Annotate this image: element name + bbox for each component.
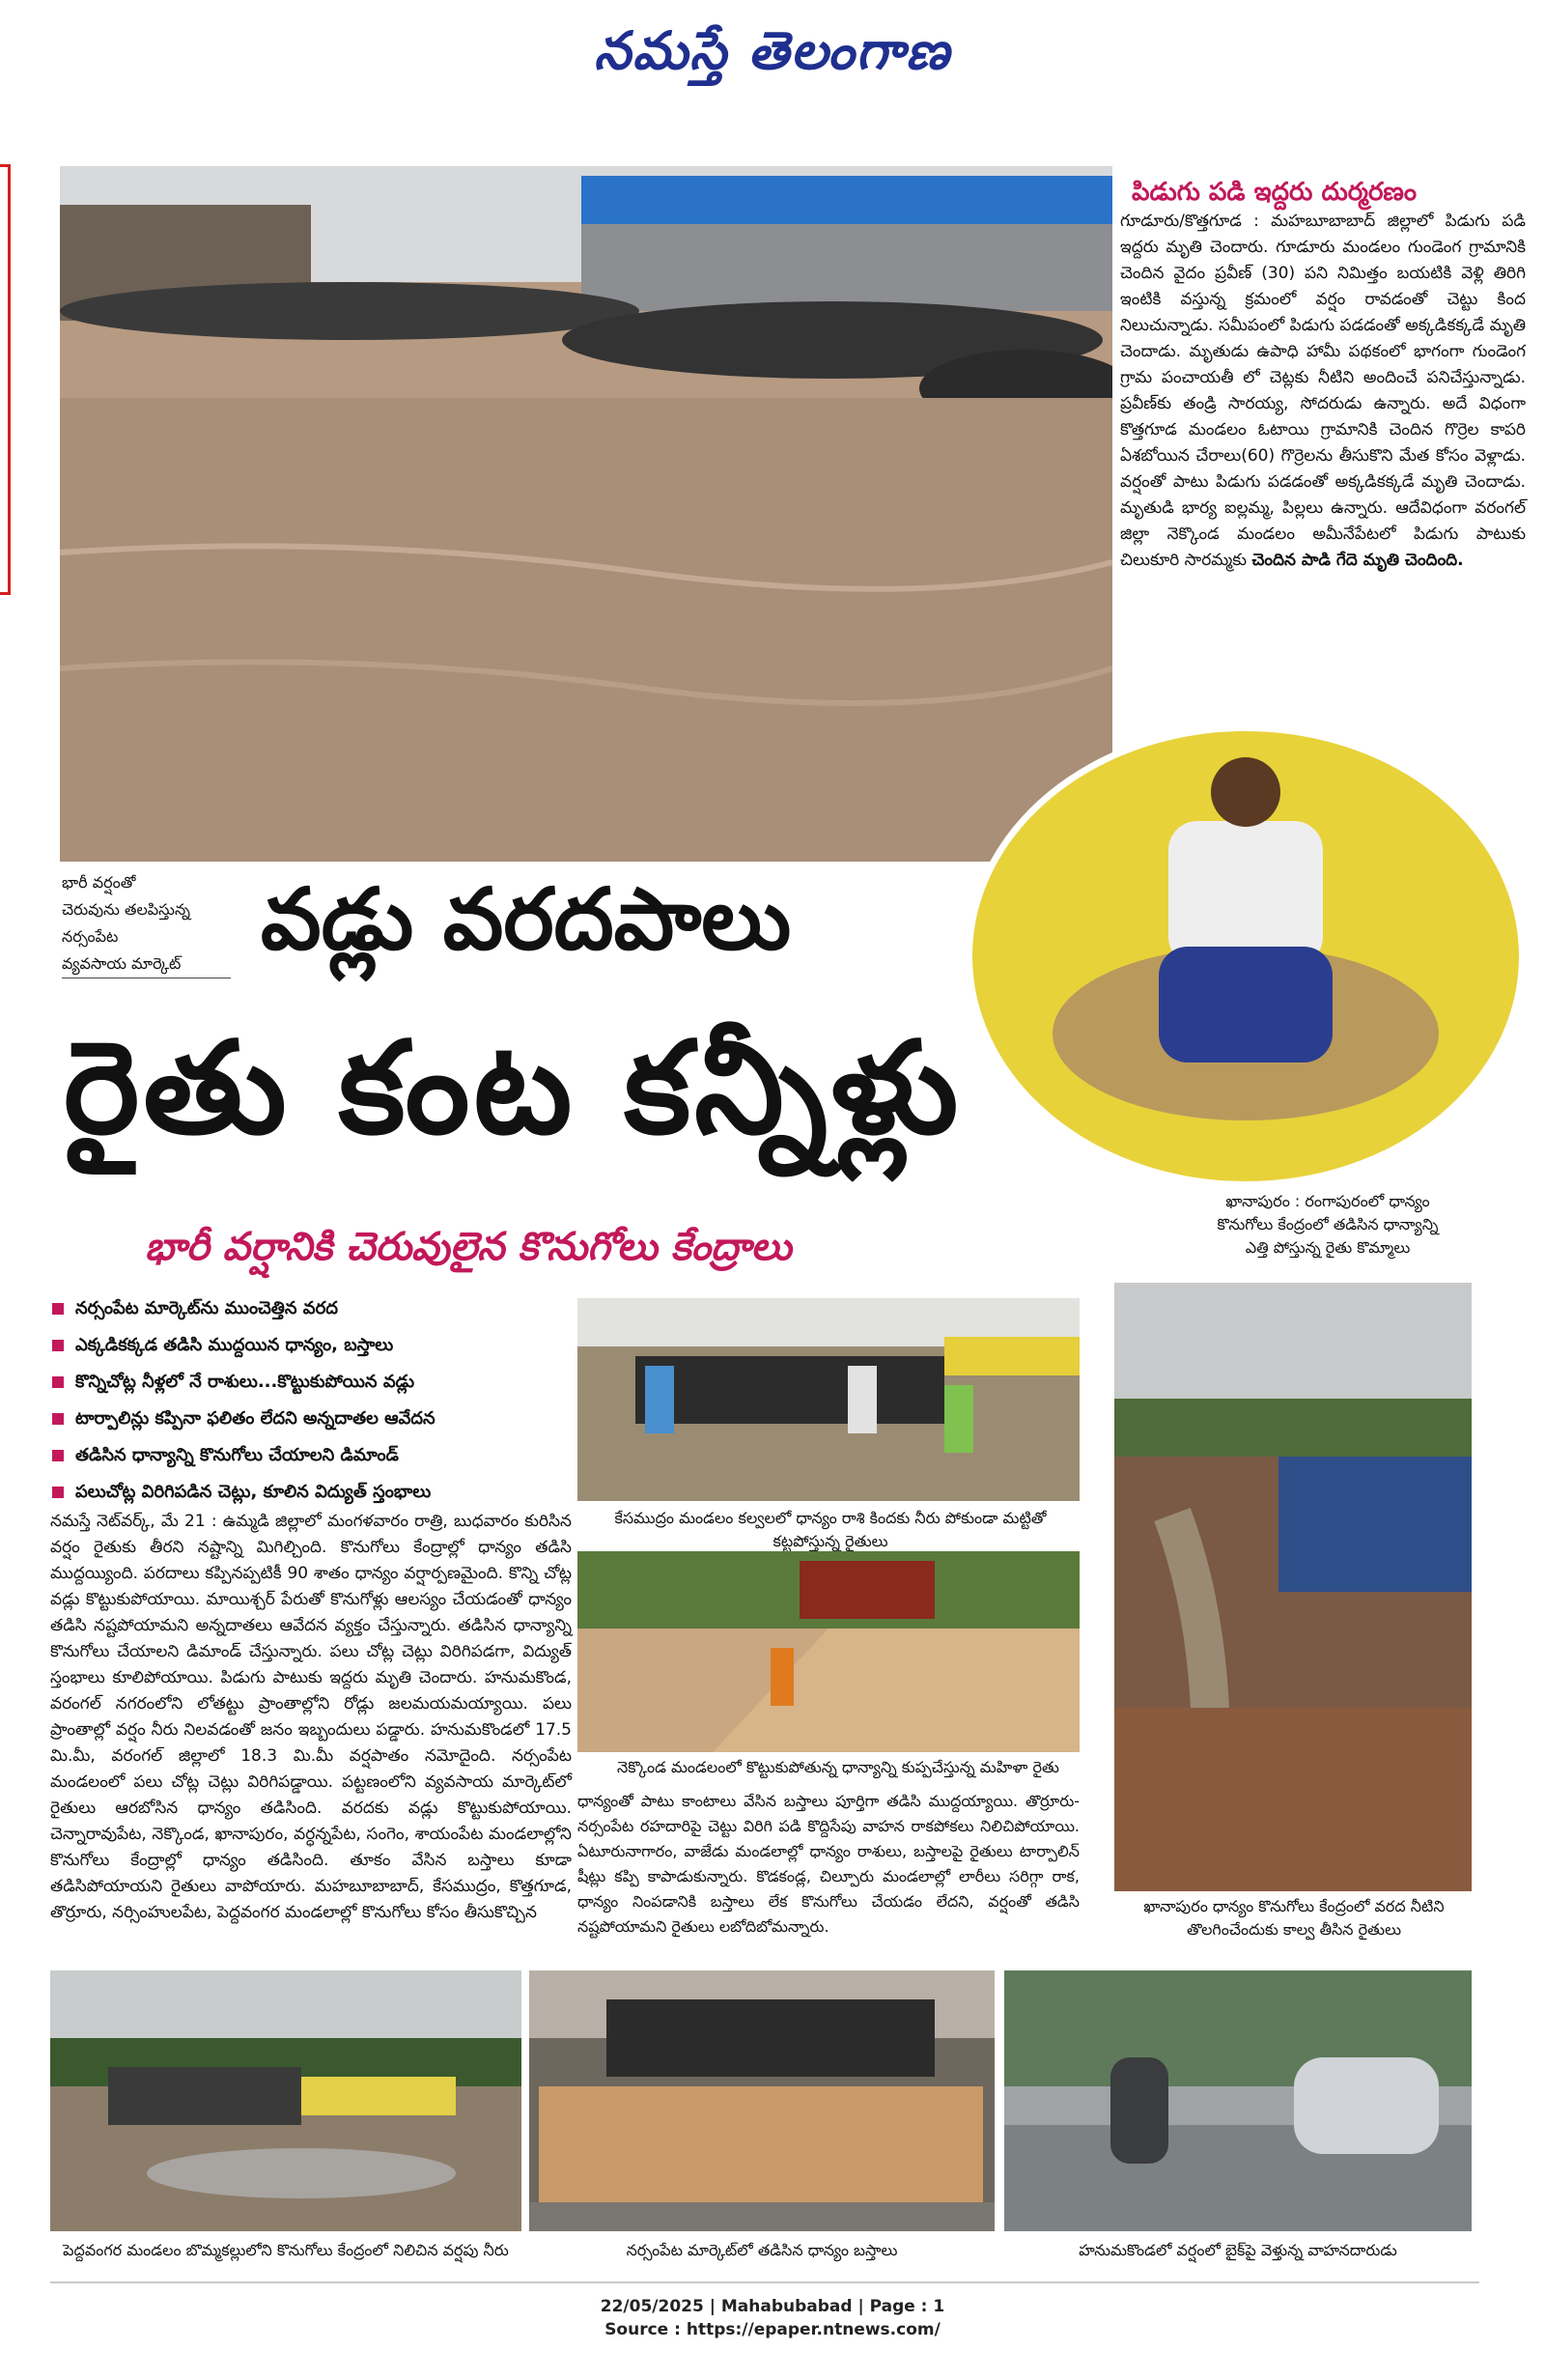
footer-divider bbox=[50, 2281, 1479, 2283]
masthead: నమస్తే తెలంగాణ bbox=[594, 19, 951, 81]
side-story-text: గూడూరు/కొత్తగూడ : మహబూబాబాద్ జిల్లాలో పిడుగు పడి ఇద్దరు మృతి చెందారు. గూడూరు మండలం గుండెంగ గ్రామానికి చెందిన వైదం ప్రవీణ్ (30) పని నిమిత్తం బయటికి వెళ్లి తిరిగి ఇంటికి వస్తున్న క్రమంలో వర్షం రావడంతో చెట్టు కింద నిలుచున్నాడు. సమీపంలో పిడుగు పడడంతో అక్కడికక్కడే మృతి చెందాడు. మృతుడు ఉపాధి హామీ పథకంలో భాగంగా గుండెంగ గ్రామ పంచాయతీ లో చెట్లకు నీటిని అందించే పనిచేస్తున్నాడు. ప్రవీణ్‌కు తండ్రి సారయ్య, సోదరుడు ఉన్నారు. అదే విధంగా కొత్తగూడ మండలం ఓటాయి గ్రామానికి చెందిన గొర్రెల కాపరి ఏశబోయిన చేరాలు(60) గొర్రెలను తీసుకొని మేత కోసం వెళ్లాడు. వర్షంతో పాటు పిడుగు పడడంతో అక్కడికక్కడే మృతి చెందాడు. మృతుడి భార్య ఐల్లమ్మ, పిల్లలు ఉన్నారు. ఆదేవిధంగా వరంగల్ జిల్లా నెక్కొండ మండలం అమీనేపేటలో పిడుగు పాటుకు చిలుకూరి సారమ్మకు bbox=[1120, 212, 1526, 570]
footer-edition-info: 22/05/2025 | Mahabubabad | Page : 1 bbox=[600, 2297, 945, 2316]
farmer-photo-caption bbox=[1139, 1190, 1516, 1260]
khanapuram-caption: ఖానాపురం ధాన్యం కొనుగోలు కేంద్రంలో వరద నీటిని తొలగించేందుకు కాల్వ తీసిన రైతులు bbox=[1143, 1897, 1445, 1939]
hanumakonda-photo bbox=[1004, 1970, 1472, 2231]
subheadline: భారీ వర్షానికి చెరువులైన కొనుగోలు కేంద్రాలు bbox=[145, 1225, 792, 1269]
caption-line: భారీ వర్షంతో bbox=[62, 873, 136, 892]
caption-line: కొనుగోలు కేంద్రంలో తడిసిన ధాన్యాన్ని bbox=[1217, 1215, 1439, 1233]
highlight-item: తడిసిన ధాన్యాన్ని కొనుగోలు చేయాలని డిమాండ్ bbox=[48, 1437, 570, 1474]
kesamudram-caption: కేసముద్రం మండలం కల్వలలో ధాన్యం రాశి కిందకు నీరు పోకుండా మట్టితో కట్టపోస్తున్న రైతులు bbox=[614, 1509, 1047, 1550]
caption-line: చెరువును తలపిస్తున్న bbox=[62, 900, 190, 919]
hanumakonda-caption: హనుమకొండలో వర్షంలో బైక్‌పై వెళ్తున్న వాహనదారుడు bbox=[1079, 2241, 1397, 2259]
caption-line: ఖానాపురం : రంగాపురంలో ధాన్యం bbox=[1225, 1192, 1430, 1210]
highlight-item: పలుచోట్ల విరిగిపడిన చెట్లు, కూలిన విద్యుత్ స్తంభాలు bbox=[48, 1474, 570, 1511]
nekkonda-caption: నెక్కొండ మండలంలో కొట్టుకుపోతున్న ధాన్యాన్ని కుప్పచేస్తున్న మహిళా రైతు bbox=[617, 1758, 1059, 1776]
headline-main: రైతు కంట కన్నీళ్లు bbox=[64, 1014, 963, 1163]
highlight-item: ఎక్కడికక్కడ తడిసి ముద్దయిన ధాన్యం, బస్తాలు bbox=[48, 1327, 570, 1364]
peddavangara-caption: పెద్దవంగర మండలం బొమ్మకల్లులోని కొనుగోలు కేంద్రంలో నిలిచిన వర్షపు నీరు bbox=[63, 2241, 509, 2259]
headline-top: వడ్లు వరదపాలు bbox=[261, 869, 792, 969]
highlight-list bbox=[48, 1290, 570, 1511]
khanapuram-photo bbox=[1114, 1283, 1472, 1891]
nekkonda-photo bbox=[577, 1551, 1080, 1752]
middle-article-body: ధాన్యంతో పాటు కాంటాలు వేసిన బస్తాలు పూర్తిగా తడిసి ముద్దయ్యాయి. తొర్రూరు-నర్సంపేట రహదారిపై చెట్టు విరిగి పడి కొద్దిసేపు వాహన రాకపోకలు నిలిచిపోయాయి. ఏటూరునాగారం, వాజేడు మండలాల్లో ధాన్యం రాశులు, బస్తాలపై రైతులు టార్పాలిన్ షీట్లు కప్పి కాపాడుకున్నారు. కొడకండ్ల, చిల్పూరు మండలాల్లో లారీలు సరిగ్గా రాక, ధాన్యం నింపడానికి బస్తాలు లేక కొనుగోలు చేయడం లేదని, వర్షంతో తడిసి నష్టపోయామని రైతులు లబోదిబోమన్నారు. bbox=[577, 1792, 1080, 1936]
caption-line: నర్సంపేట bbox=[62, 927, 119, 946]
flooded-market-photo bbox=[60, 166, 1112, 862]
caption-line: వ్యవసాయ మార్కెట్ bbox=[62, 950, 231, 978]
market-photo-caption bbox=[62, 869, 231, 978]
highlight-item: టార్పాలిన్లు కప్పినా ఫలితం లేదని అన్నదాతల ఆవేదన bbox=[48, 1401, 570, 1437]
narsampet-caption: నర్సంపేట మార్కెట్‌లో తడిసిన ధాన్యం బస్తాలు bbox=[626, 2241, 898, 2259]
narsampet-photo bbox=[529, 1970, 995, 2231]
kesamudram-photo bbox=[577, 1298, 1080, 1501]
peddavangara-photo bbox=[50, 1970, 521, 2231]
side-story-body bbox=[1120, 209, 1526, 574]
side-story-title: పిడుగు పడి ఇద్దరు దుర్మరణం bbox=[1132, 178, 1418, 207]
highlight-item: నర్సంపేట మార్కెట్‌ను ముంచెత్తిన వరద bbox=[48, 1290, 570, 1327]
footer-source: Source : https://epaper.ntnews.com/ bbox=[604, 2320, 941, 2339]
farmer-photo bbox=[966, 724, 1526, 1188]
caption-line: ఎత్తి పోస్తున్న రైతు కొమ్మాలు bbox=[1245, 1238, 1411, 1257]
side-story-text-bold: చెందిన పాడి గేదె మృతి చెందింది. bbox=[1251, 551, 1464, 570]
highlight-item: కొన్నిచోట్ల నీళ్లలో నే రాశులు...కొట్టుకుపోయిన వడ్లు bbox=[48, 1364, 570, 1401]
main-article-body: నమస్తే నెట్‌వర్క్, మే 21 : ఉమ్మడి జిల్లాలో మంగళవారం రాత్రి, బుధవారం కురిసిన వర్షం రైతుకు తీరని నష్టాన్ని మిగిల్చింది. కొనుగోలు కేంద్రాల్లో ధాన్యం తడిసి ముద్దయ్యింది. పరదాలు కప్పినప్పటికీ 90 శాతం ధాన్యం వర్షార్పణమైంది. కొన్ని చోట్ల వడ్లు కొట్టుకుపోయాయి. మాయిశ్చర్ పేరుతో కొనుగోళ్లు ఆలస్యం చేయడంతో ధాన్యం తడిసి నష్టపోయామని అన్నదాతలు ఆవేదన వ్యక్తం చేస్తున్నారు. తడిసిన ధాన్యాన్ని కొనుగోలు చేయాలని డిమాండ్ చేస్తున్నారు. పలు చోట్ల చెట్లు విరిగిపడగా, విద్యుత్ స్తంభాలు కూలిపోయాయి. పిడుగు పాటుకు ఇద్దరు మృతి చెందారు. హనుమకొండ, వరంగల్ నగరంలోని లోతట్టు ప్రాంతాల్లోని రోడ్లు జలమయమయ్యాయి. పలు ప్రాంతాల్లో వర్షం నీరు నిలవడంతో జనం ఇబ్బందులు పడ్డారు. హనుమకొండలో 17.5 మి.మీ, వరంగల్ జిల్లాలో 18.3 మి.మీ వర్షపాతం నమోదైంది. నర్సంపేట మండలంలో పలు చోట్ల చెట్లు విరిగిపడ్డాయి. పట్టణంలోని వ్యవసాయ మార్కెట్‌లో రైతులు ఆరబోసిన ధాన్యం తడిసింది. వరదకు వడ్లు కొట్టుకుపోయాయి. చెన్నారావుపేట, నెక్కొండ, ఖానాపురం, వర్ధన్నపేట, సంగెం, శాయంపేట మండలాల్లోని కొనుగోలు కేంద్రాల్లో ధాన్యం తడిసింది. తూకం వేసిన బస్తాలు కూడా తడిసిపోయాయని రైతులు వాపోయారు. మహబూబాబాద్, కేసముద్రం, కొత్తగూడ, తొర్రూరు, నర్సింహులపేట, పెద్దవంగర మండలాల్లో కొనుగోలు కోసం తీసుకొచ్చిన bbox=[50, 1512, 572, 1922]
edge-marker bbox=[0, 164, 11, 595]
